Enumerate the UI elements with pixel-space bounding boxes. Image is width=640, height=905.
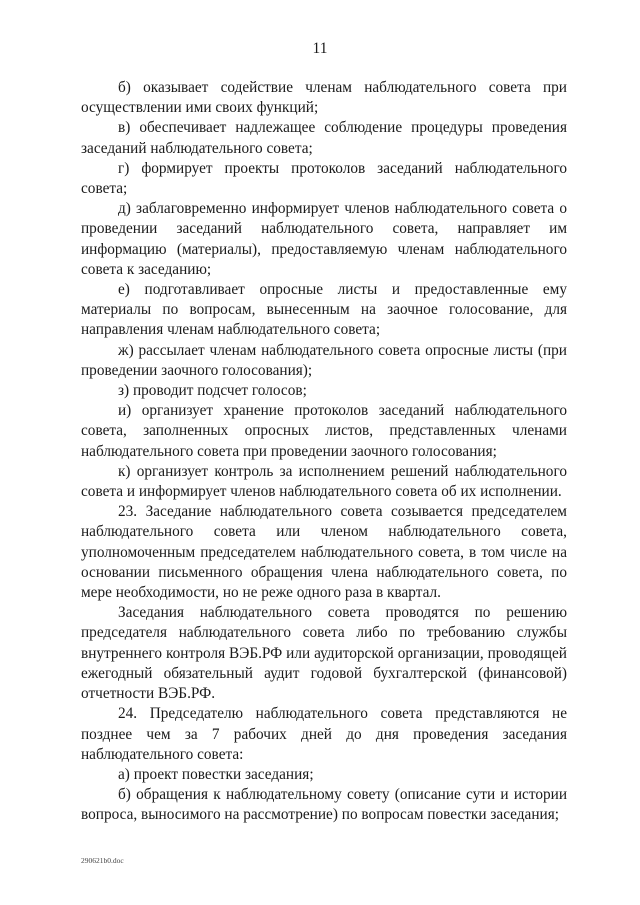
paragraph: г) формирует проекты протоколов заседаний наблюдательного совета; (81, 159, 567, 198)
paragraph: е) подготавливает опросные листы и предоставленные ему материалы по вопросам, вынесенным на заочное голосование, для направления членам наблюдательного совета; (81, 281, 567, 339)
page-number: 11 (312, 40, 328, 57)
paragraph: з) проводит подсчет голосов; (118, 382, 307, 400)
paragraph: в) обеспечивает надлежащее соблюдение процедуры проведения заседаний наблюдательного совета; (81, 119, 567, 157)
footer-filename: 290621b0.doc (81, 856, 124, 865)
paragraph: а) проект повестки заседания; (118, 765, 314, 783)
paragraph: ж) рассылает членам наблюдательного совета опросные листы (при проведении заочного голосования); (81, 341, 567, 379)
paragraph: б) оказывает содействие членам наблюдательного совета при осуществлении ими своих функций; (81, 79, 567, 117)
paragraph: 23. Заседание наблюдательного совета созывается председателем наблюдательного совета или членом наблюдательного совета, уполномоченным председателем наблюдательного совета, в том числе на основании письменного обращения члена наблюдательного совета, по мере необходимости, но не реже одного раза в квартал. (81, 503, 567, 602)
paragraph: и) организует хранение протоколов заседаний наблюдательного совета, заполненных опросных листов, представленных членами наблюдательного совета при проведении заочного голосования; (81, 402, 567, 460)
paragraph: д) заблаговременно информирует членов наблюдательного совета о проведении заседаний наблюдательного совета, направляет им информацию (материалы), предоставляемую членам наблюдательного совета к заседанию; (81, 200, 567, 278)
paragraph: б) обращения к наблюдательному совету (описание сути и истории вопроса, выносимого на рассмотрение) по вопросам повестки заседания; (81, 786, 567, 824)
document-body (81, 78, 567, 826)
paragraph: 24. Председателю наблюдательного совета представляются не позднее чем за 7 рабочих дней до дня проведения заседания наблюдательного совета: (81, 705, 567, 763)
paragraph: к) организует контроль за исполнением решений наблюдательного совета и информирует членов наблюдательного совета об их исполнении. (81, 462, 567, 501)
paragraph: Заседания наблюдательного совета проводятся по решению председателя наблюдательного совета либо по требованию службы внутреннего контроля ВЭБ.РФ или аудиторской организации, проводящей ежегодный обязательный аудит годовой бухгалтерской (финансовой) отчетности ВЭБ.РФ. (81, 604, 567, 703)
